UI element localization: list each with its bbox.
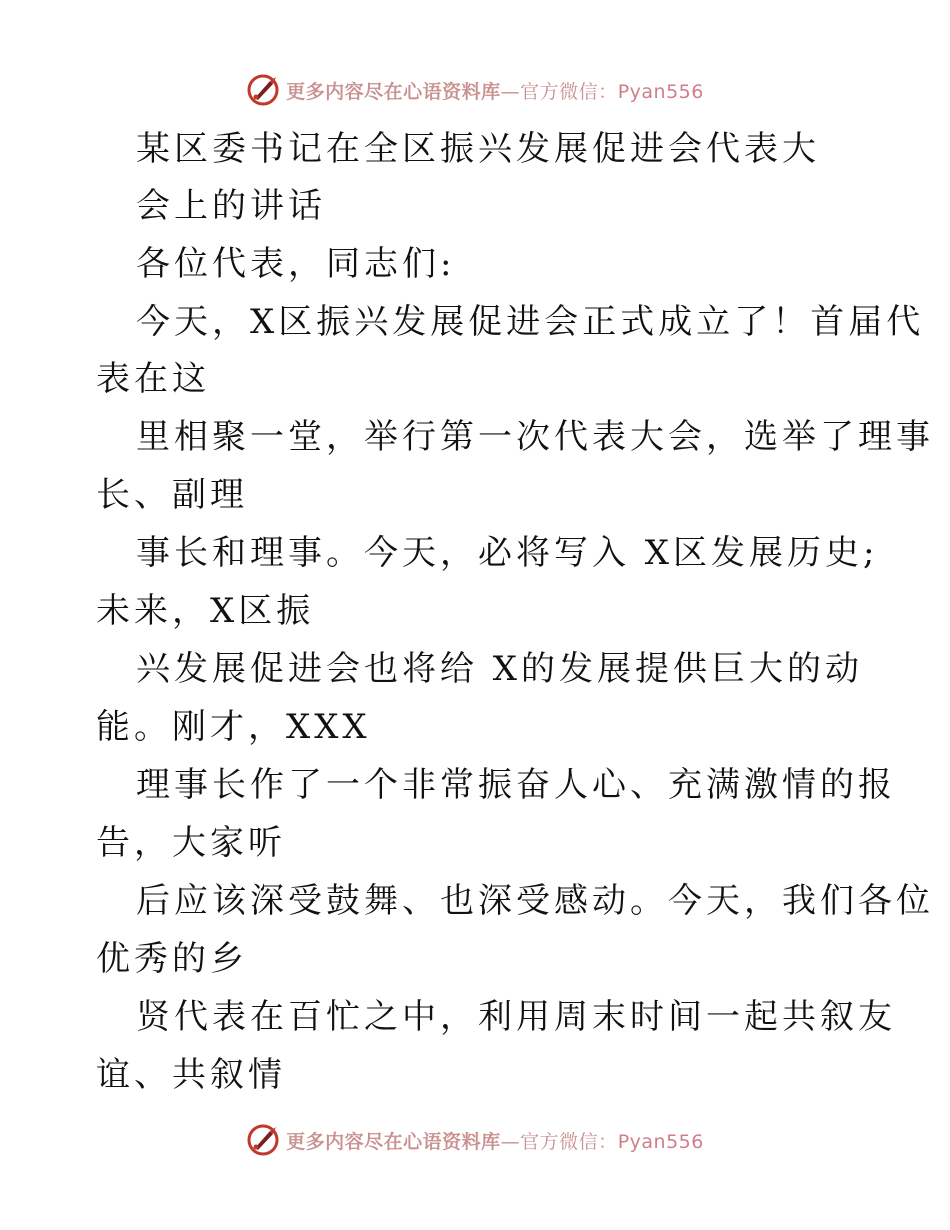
doc-line: 告，大家听 bbox=[96, 823, 286, 863]
footer-label: 官方微信： bbox=[520, 1130, 618, 1153]
footer-banner bbox=[0, 1120, 950, 1160]
header-brand: 更多内容尽在心语资料库 bbox=[286, 80, 501, 103]
doc-line: 优秀的乡 bbox=[96, 939, 248, 979]
doc-line: 理事长作了一个非常振奋人心、充满激情的报 bbox=[136, 765, 896, 805]
doc-salutation: 各位代表，同志们: bbox=[136, 244, 456, 284]
doc-line: 兴发展促进会也将给 X的发展提供巨大的动 bbox=[136, 649, 864, 689]
doc-line: 后应该深受鼓舞、也深受感动。今天，我们各位 bbox=[136, 881, 934, 921]
doc-line: 谊、共叙情 bbox=[96, 1055, 286, 1095]
doc-line: 未来，X区振 bbox=[96, 591, 315, 631]
header-separator: — bbox=[500, 80, 521, 103]
doc-line: 今天，X区振兴发展促进会正式成立了！首届代 bbox=[136, 302, 925, 342]
footer-wechat: Pyan556 bbox=[617, 1130, 704, 1153]
doc-line: 能。刚才，XXX bbox=[96, 707, 371, 747]
doc-title-line-1: 某区委书记在全区振兴发展促进会代表大 bbox=[136, 129, 820, 169]
doc-line: 事长和理事。今天，必将写入 X区发展历史; bbox=[136, 533, 879, 573]
doc-line: 表在这 bbox=[96, 359, 210, 399]
quill-logo-icon bbox=[246, 73, 280, 107]
header-label: 官方微信： bbox=[520, 80, 618, 103]
doc-title-line-2: 会上的讲话 bbox=[136, 186, 326, 226]
quill-logo-icon bbox=[246, 1123, 280, 1157]
footer-text bbox=[286, 1127, 704, 1154]
footer-brand: 更多内容尽在心语资料库 bbox=[286, 1130, 501, 1153]
header-banner bbox=[0, 70, 950, 110]
header-wechat: Pyan556 bbox=[617, 80, 704, 103]
header-text bbox=[286, 77, 704, 104]
doc-line: 长、副理 bbox=[96, 475, 248, 515]
footer-separator: — bbox=[500, 1130, 521, 1153]
doc-line: 里相聚一堂，举行第一次代表大会，选举了理事 bbox=[136, 417, 934, 457]
doc-line: 贤代表在百忙之中，利用周末时间一起共叙友 bbox=[136, 997, 896, 1037]
